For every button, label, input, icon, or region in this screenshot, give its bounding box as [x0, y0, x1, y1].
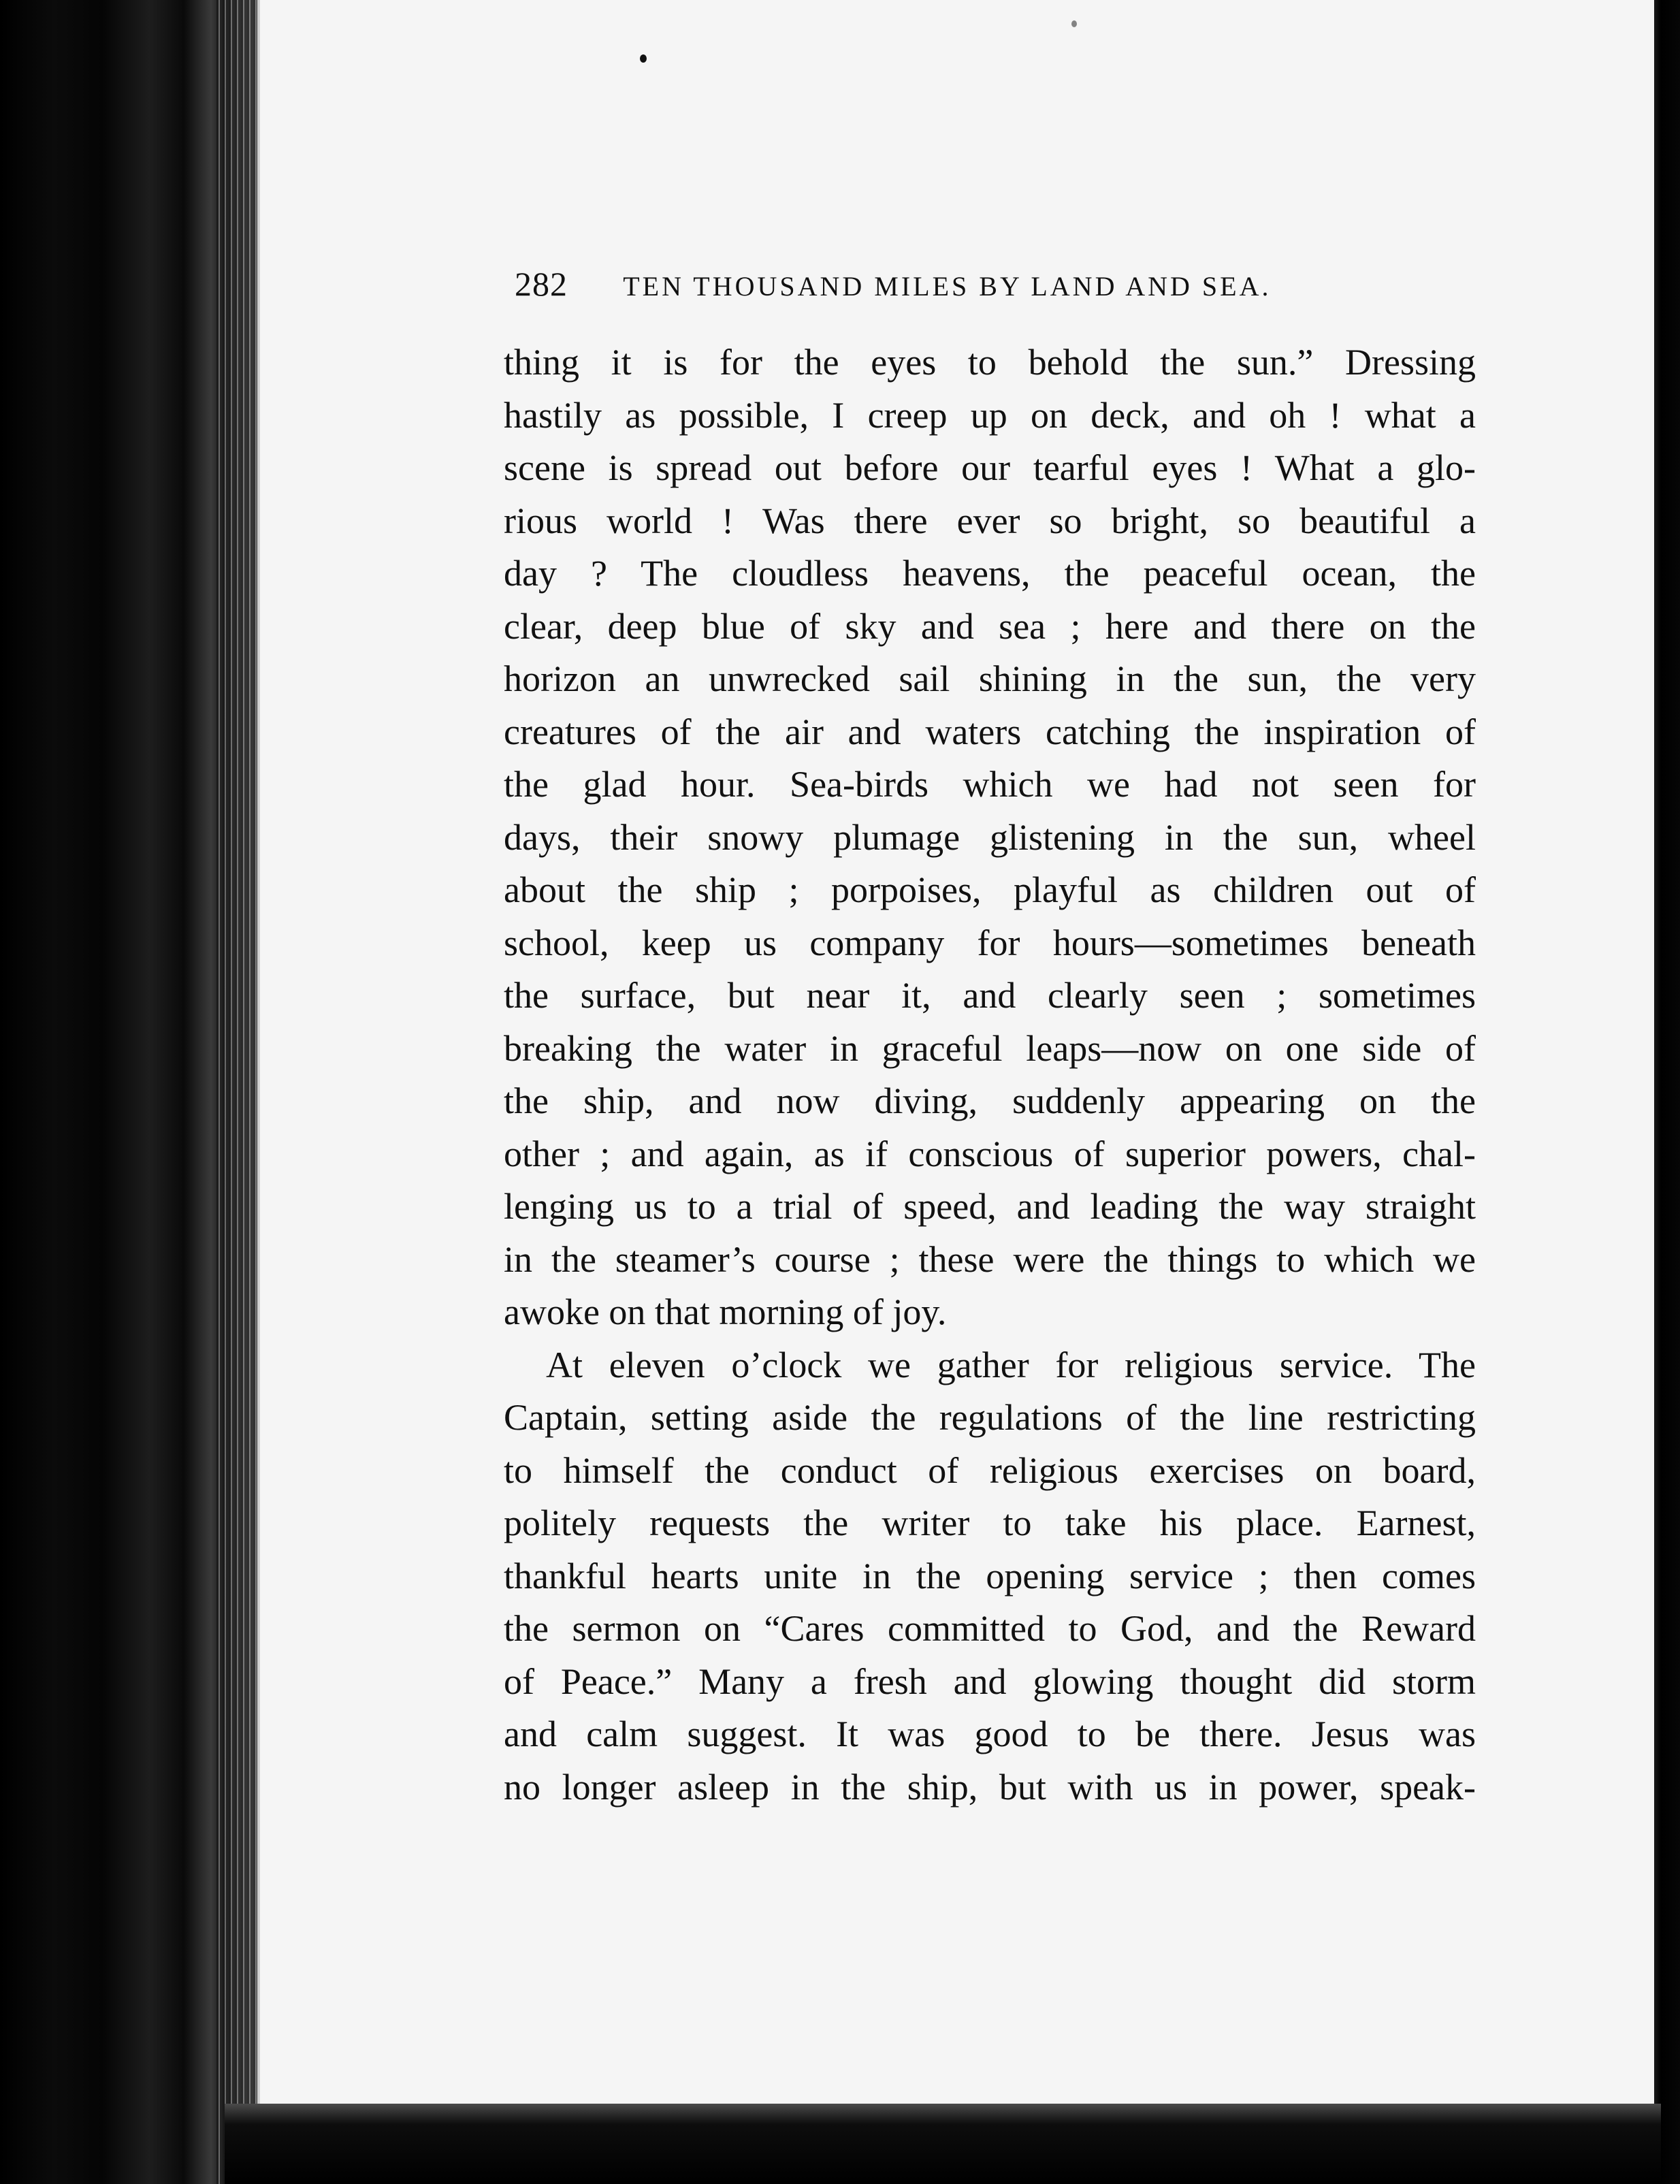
text-line: clear, deep blue of sky and sea ; here and there on the [504, 605, 1476, 647]
body-text [504, 336, 1476, 1814]
text-line: the sermon on “Cares committed to God, and the Reward [504, 1608, 1476, 1649]
running-title: TEN THOUSAND MILES BY LAND AND SEA. [623, 271, 1272, 302]
text-line: of Peace.” Many a fresh and glowing thought did storm [504, 1660, 1476, 1702]
text-line: the glad hour. Sea-birds which we had not seen for [504, 764, 1476, 805]
bottom-page-edge [225, 2104, 1661, 2184]
text-line: Captain, setting aside the regulations of the line restricting [504, 1397, 1476, 1438]
text-line: thing it is for the eyes to behold the sun.” Dressing [504, 342, 1476, 383]
paragraph-end-line: awoke on that morning of joy. [504, 1291, 947, 1332]
text-line: other ; and again, as if conscious of superior powers, chal- [504, 1133, 1476, 1174]
page-stack-edge [216, 0, 257, 2184]
running-head [515, 264, 1359, 312]
text-line: lenging us to a trial of speed, and leading the way straight [504, 1186, 1476, 1227]
text-line: the surface, but near it, and clearly seen ; sometimes [504, 975, 1476, 1016]
right-page-edge [1654, 0, 1680, 2184]
text-line: creatures of the air and waters catching the inspiration of [504, 711, 1476, 752]
print-speck [640, 54, 647, 63]
text-line: to himself the conduct of religious exercises on board, [504, 1449, 1476, 1491]
text-line: no longer asleep in the ship, but with us in power, speak- [504, 1766, 1476, 1808]
text-line: the ship, and now diving, suddenly appearing on the [504, 1080, 1476, 1121]
text-line: hastily as possible, I creep up on deck, and oh ! what a [504, 394, 1476, 436]
page-number: 282 [515, 265, 568, 303]
text-line: in the steamer’s course ; these were the things to which we [504, 1238, 1476, 1280]
text-line: breaking the water in graceful leaps—now on one side of [504, 1027, 1476, 1069]
print-speck [1071, 20, 1077, 27]
text-line: days, their snowy plumage glistening in the sun, wheel [504, 816, 1476, 858]
text-line: and calm suggest. It was good to be there. Jesus was [504, 1714, 1476, 1754]
text-line: about the ship ; porpoises, playful as children out of [504, 869, 1476, 910]
text-line: thankful hearts unite in the opening service ; then comes [504, 1555, 1476, 1596]
paragraph-start-line: At eleven o’clock we gather for religious service. The [546, 1344, 1476, 1385]
text-line: scene is spread out before our tearful eyes ! What a glo- [504, 447, 1476, 488]
text-line: rious world ! Was there ever so bright, so beautiful a [504, 500, 1476, 541]
text-line: politely requests the writer to take his place. Earnest, [504, 1503, 1476, 1543]
text-line: day ? The cloudless heavens, the peaceful ocean, the [504, 553, 1476, 594]
text-line: horizon an unwrecked sail shining in the sun, the very [504, 658, 1476, 699]
text-line: school, keep us company for hours—sometimes beneath [504, 922, 1476, 963]
